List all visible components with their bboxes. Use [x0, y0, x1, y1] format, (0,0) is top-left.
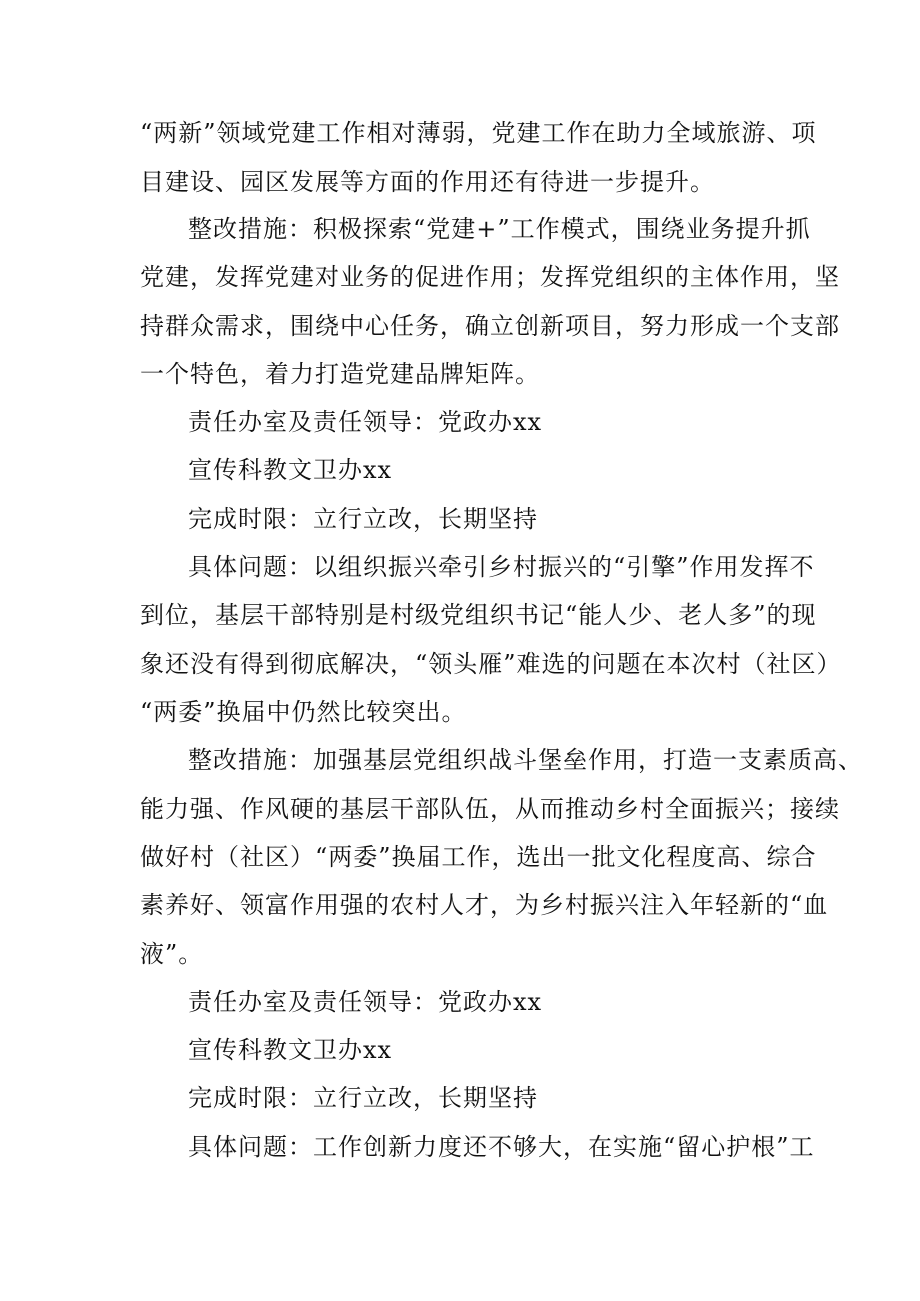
body-text-line: 完成时限：立行立改，长期坚持	[188, 1084, 538, 1112]
body-text-line: “两新”领域党建工作相对薄弱，党建工作在助力全域旅游、项	[140, 119, 817, 147]
body-text-line: 液”。	[140, 940, 204, 968]
body-text-line: 宣传科教文卫办xx	[188, 1036, 393, 1064]
body-text-line: 持群众需求，围绕中心任务，确立创新项目，努力形成一个支部	[140, 312, 840, 340]
body-text-line: 整改措施：加强基层党组织战斗堡垒作用，打造一支素质高、	[188, 746, 863, 774]
body-text-line: “两委”换届中仍然比较突出。	[140, 698, 467, 726]
body-text-line: 象还没有得到彻底解决，“领头雁”难选的问题在本次村（社区）	[140, 650, 842, 678]
body-text-line: 完成时限：立行立改，长期坚持	[188, 505, 538, 533]
body-text-line: 具体问题：以组织振兴牵引乡村振兴的“引擎”作用发挥不	[188, 553, 815, 581]
body-text-line: 做好村（社区）“两委”换届工作，选出一批文化程度高、综合	[140, 843, 817, 871]
body-text-line: 素养好、领富作用强的农村人才，为乡村振兴注入年轻新的“血	[140, 891, 829, 919]
body-text-line: 一个特色，着力打造党建品牌矩阵。	[140, 360, 540, 388]
body-text-line: 目建设、园区发展等方面的作用还有待进一步提升。	[140, 168, 715, 196]
body-text-line: 宣传科教文卫办xx	[188, 456, 393, 484]
body-text-line: 能力强、作风硬的基层干部队伍，从而推动乡村全面振兴；接续	[140, 795, 840, 823]
body-text-line: 具体问题：工作创新力度还不够大，在实施“留心护根”工	[188, 1133, 815, 1161]
body-text-line: 责任办室及责任领导：党政办xx	[188, 988, 543, 1016]
body-text-line: 整改措施：积极探索“党建+”工作模式，围绕业务提升抓	[188, 215, 811, 243]
body-text-line: 责任办室及责任领导：党政办xx	[188, 408, 543, 436]
body-text-line: 党建，发挥党建对业务的促进作用；发挥党组织的主体作用，坚	[140, 263, 840, 291]
body-text-line: 到位，基层干部特别是村级党组织书记“能人少、老人多”的现	[140, 601, 817, 629]
